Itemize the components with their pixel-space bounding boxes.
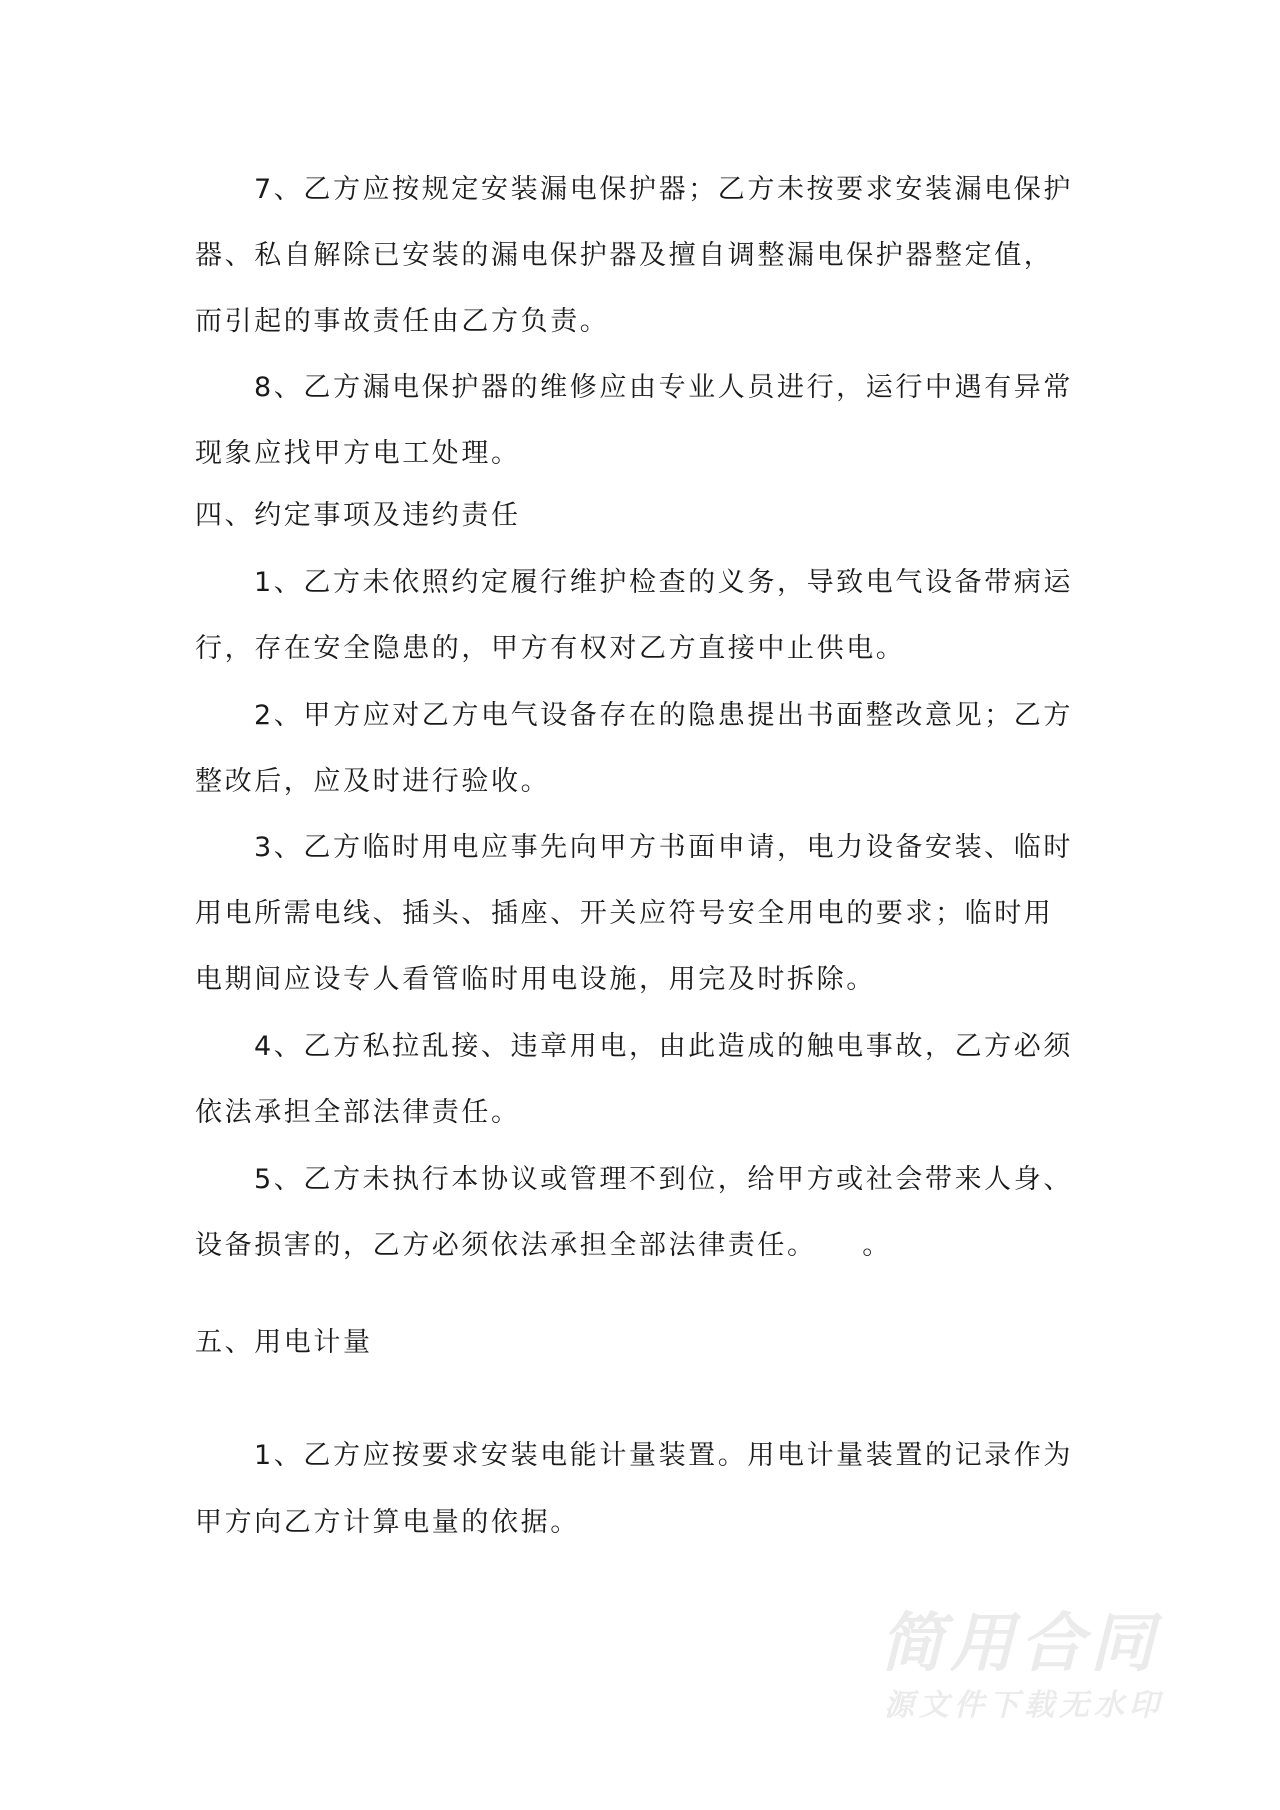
- watermark-subtitle: 源文件下载无水印: [884, 1688, 1164, 1723]
- section4-item1-line-2: 行，存在安全隐患的，甲方有权对乙方直接中止供电。: [195, 633, 906, 664]
- section4-item2-line-1: 2、甲方应对乙方电气设备存在的隐患提出书面整改意见；乙方: [254, 700, 1073, 731]
- section4-item5-line-2: 设备损害的，乙方必须依法承担全部法律责任。 。: [195, 1230, 892, 1261]
- paragraph-8-line-2: 现象应找甲方电工处理。: [195, 438, 521, 469]
- paragraph-8-line-1: 8、乙方漏电保护器的维修应由专业人员进行，运行中遇有异常: [254, 372, 1073, 403]
- paragraph-7-line-2: 器、私自解除已安装的漏电保护器及擅自调整漏电保护器整定值，: [195, 240, 1054, 271]
- section4-item5-line-1: 5、乙方未执行本协议或管理不到位，给甲方或社会带来人身、: [254, 1164, 1073, 1195]
- section4-item1-line-1: 1、乙方未依照约定履行维护检查的义务，导致电气设备带病运: [254, 567, 1073, 598]
- paragraph-7-line-3: 而引起的事故责任由乙方负责。: [195, 306, 610, 337]
- section4-item3-line-2: 用电所需电线、插头、插座、开关应符号安全用电的要求；临时用: [195, 898, 1054, 929]
- section5-item1-line-2: 甲方向乙方计算电量的依据。: [195, 1507, 580, 1538]
- section-heading-5: 五、用电计量: [195, 1327, 373, 1358]
- watermark-title: 简用合同: [880, 1607, 1160, 1681]
- section4-item2-line-2: 整改后，应及时进行验收。: [195, 766, 551, 797]
- section-heading-4: 四、约定事项及违约责任: [195, 500, 521, 531]
- paragraph-7-line-1: 7、乙方应按规定安装漏电保护器；乙方未按要求安装漏电保护: [254, 174, 1073, 205]
- section5-item1-line-1: 1、乙方应按要求安装电能计量装置。用电计量装置的记录作为: [254, 1440, 1073, 1471]
- section4-item4-line-2: 依法承担全部法律责任。: [195, 1097, 521, 1128]
- section4-item3-line-3: 电期间应设专人看管临时用电设施，用完及时拆除。: [195, 964, 876, 995]
- section4-item4-line-1: 4、乙方私拉乱接、违章用电，由此造成的触电事故，乙方必须: [254, 1031, 1073, 1062]
- section4-item3-line-1: 3、乙方临时用电应事先向甲方书面申请，电力设备安装、临时: [254, 832, 1073, 863]
